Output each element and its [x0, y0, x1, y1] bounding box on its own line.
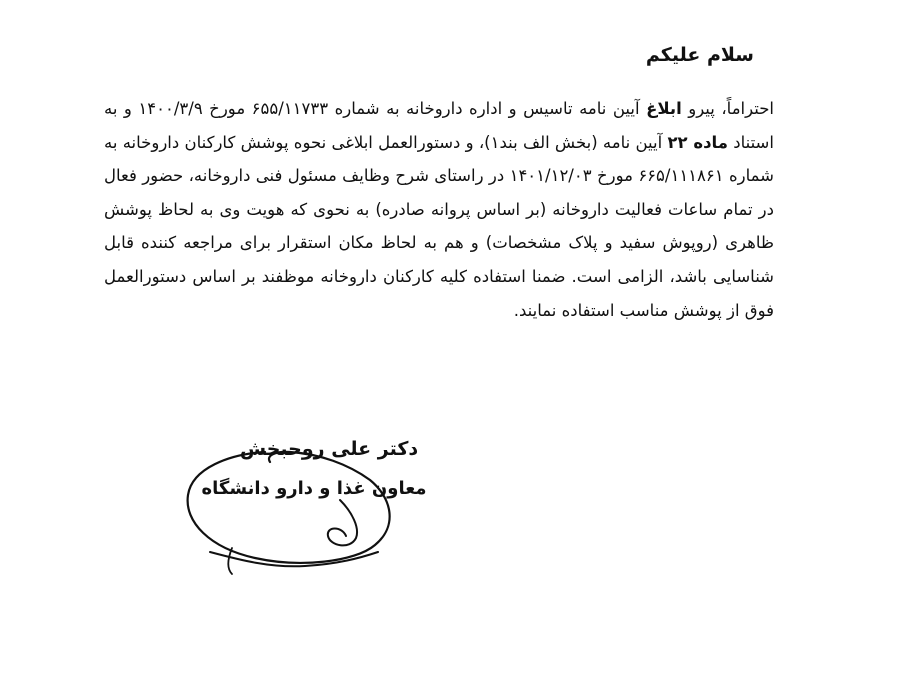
- body-text-part-1: احتراماً، پیرو: [681, 99, 774, 118]
- signatory-name: دکتر علی روحبخش: [239, 438, 419, 460]
- greeting: سلام علیکم: [645, 44, 754, 66]
- signature-block: [194, 438, 444, 499]
- letter-body: [104, 92, 774, 327]
- body-bold-article: ماده ۲۲: [667, 132, 728, 152]
- body-text-part-2: آیین نامه تاسیس و اداره داروخانه به شماره ۶۵۵/۱۱۷۳۳ مورخ ۱۴۰۰/۳/۹ و به استناد: [104, 99, 774, 152]
- body-bold-eblagh: ابلاغ: [646, 99, 682, 118]
- signatory-title: معاون غذا و دارو دانشگاه: [201, 478, 427, 499]
- body-text-part-3: آیین نامه (بخش الف بند۱)، و دستورالعمل ابلاغی نحوه پوشش کارکنان داروخانه به شماره ۶۶۵/۱۱۱۸۶۱ مورخ ۱۴۰۱/۱۲/۰۳ در راستای شرح وظایف مسئول فنی داروخانه، حضور فعال در تمام ساعات فعالیت داروخانه (بر اساس پروانه صادره) به نحوی که هویت وی به لحاظ پوشش ظاهری (روپوش سفید و پلاک مشخصات) و هم به لحاظ مکان استقرار برای مراجعه کننده قابل شناسایی باشد، الزامی است. ضمنا استفاده کلیه کارکنان داروخانه موظفند بر اساس دستورالعمل فوق از پوشش مناسب استفاده نمایند.: [104, 132, 774, 320]
